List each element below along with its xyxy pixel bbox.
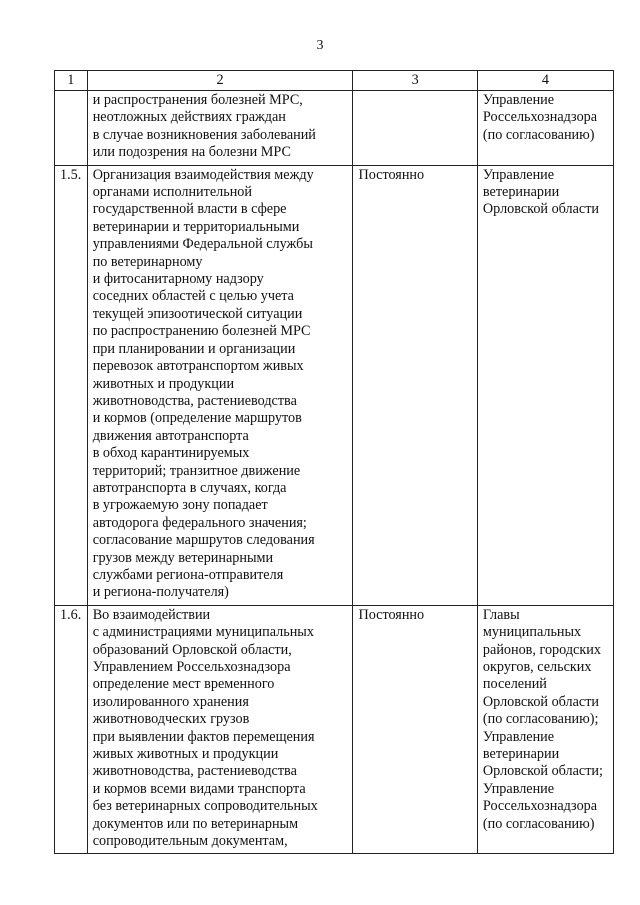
table-row: [55, 91, 614, 166]
table-row: [55, 605, 614, 854]
responsible-line: Орловской области: [482, 201, 599, 218]
measure-description: [87, 165, 353, 605]
header-col-1: 1: [55, 71, 88, 91]
measures-table: [54, 70, 614, 854]
description-line: в угрожаемую зону попадает: [92, 497, 268, 514]
description-line: Управлением Россельхознадзора: [92, 659, 291, 675]
description-line: с администрациями муниципальных: [92, 624, 314, 641]
description-line: живых животных и продукции: [92, 746, 279, 763]
description-line: и фитосанитарному надзору: [92, 271, 264, 288]
description-line: животных и продукции: [92, 375, 235, 392]
description-line: и распространения болезней МРС,: [92, 92, 303, 108]
description-line: перевозок автотранспортом живых: [92, 358, 304, 375]
responsible-executors: [477, 165, 613, 605]
responsible-executors: [477, 605, 613, 854]
description-line: текущей эпизоотической ситуации: [92, 305, 303, 322]
description-line: в обход карантинируемых: [92, 445, 250, 462]
description-line: автодорога федерального значения;: [92, 514, 307, 531]
description-line: и региона-получателя): [92, 584, 229, 601]
description-line: и кормов (определение маршрутов: [92, 410, 302, 427]
description-line: или подозрения на болезни МРС: [92, 144, 291, 161]
responsible-line: муниципальных: [482, 624, 582, 641]
description-line: соседних областей с целью учета: [92, 288, 294, 305]
responsible-line: Орловской области;: [482, 763, 603, 780]
responsible-line: Управление: [482, 780, 555, 797]
description-line: неотложных действиях граждан: [92, 109, 286, 126]
description-line: ветеринарии и территориальными: [92, 218, 300, 235]
responsible-line: округов, сельских: [482, 659, 592, 675]
description-line: государственной власти в сфере: [92, 201, 287, 218]
responsible-executors: [477, 91, 613, 166]
row-number: [55, 91, 88, 166]
description-line: животноводства, растениеводства: [92, 763, 297, 780]
description-line: органами исполнительной: [92, 184, 252, 201]
description-line: животноводческих грузов: [92, 711, 250, 728]
description-line: по распространению болезней МРС: [92, 323, 311, 340]
table-header-row: [55, 71, 614, 91]
description-line: сопроводительным документам,: [92, 833, 288, 850]
description-line: Во взаимодействии: [92, 606, 211, 623]
responsible-line: (по согласованию): [482, 126, 595, 143]
description-line: автотранспорта в случаях, когда: [92, 479, 287, 496]
responsible-line: Орловской области: [482, 693, 599, 710]
execution-term: Постоянно: [353, 605, 477, 854]
description-line: службами региона-отправителя: [92, 566, 284, 583]
description-line: без ветеринарных сопроводительных: [92, 798, 318, 815]
header-col-4: 4: [477, 71, 613, 91]
description-line: животноводства, растениеводства: [92, 392, 297, 409]
description-line: движения автотранспорта: [92, 427, 249, 444]
responsible-line: (по согласованию);: [482, 711, 599, 728]
description-line: территорий; транзитное движение: [92, 462, 301, 479]
description-line: образований Орловской области,: [92, 641, 292, 658]
description-line: согласование маршрутов следования: [92, 532, 315, 549]
row-number: 1.5.: [55, 165, 88, 605]
header-col-2: 2: [87, 71, 353, 91]
description-line: определение мест временного: [92, 676, 275, 693]
description-line: при планировании и организации: [92, 340, 296, 357]
responsible-line: ветеринарии: [482, 746, 560, 763]
responsible-line: Россельхознадзора: [482, 109, 598, 126]
measure-description: [87, 605, 353, 854]
description-line: в случае возникновения заболеваний: [92, 126, 316, 143]
description-line: изолированного хранения: [92, 693, 249, 710]
description-line: и кормов всеми видами транспорта: [92, 780, 306, 797]
description-line: при выявлении фактов перемещения: [92, 728, 315, 745]
description-line: управлениями Федеральной службы: [92, 236, 313, 253]
row-number: 1.6.: [55, 605, 88, 854]
description-line: грузов между ветеринарными: [92, 549, 274, 566]
responsible-line: (по согласованию): [482, 815, 595, 832]
responsible-line: ветеринарии: [482, 184, 560, 201]
description-line: документов или по ветеринарным: [92, 815, 299, 832]
responsible-line: поселений: [482, 676, 547, 693]
responsible-line: районов, городских: [482, 641, 601, 658]
execution-term: [353, 91, 477, 166]
responsible-line: Россельхознадзора: [482, 798, 598, 815]
measure-description: [87, 91, 353, 166]
responsible-line: Управление: [482, 728, 555, 745]
description-line: Организация взаимодействия между: [92, 166, 314, 183]
table-row: [55, 165, 614, 605]
header-col-3: 3: [353, 71, 477, 91]
responsible-line: Управление: [482, 166, 555, 183]
responsible-line: Главы: [482, 606, 520, 623]
page-number: 3: [316, 38, 324, 53]
responsible-line: Управление: [482, 92, 555, 108]
execution-term: Постоянно: [353, 165, 477, 605]
description-line: по ветеринарному: [92, 253, 203, 270]
